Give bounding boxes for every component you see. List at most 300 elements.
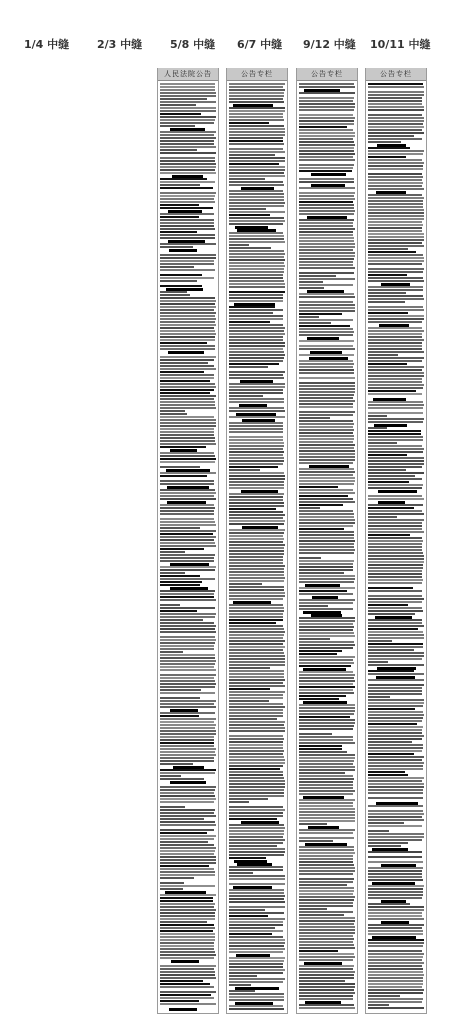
text-line xyxy=(160,392,210,394)
text-line xyxy=(160,560,214,562)
text-line xyxy=(299,968,353,970)
text-line xyxy=(299,86,355,88)
text-line xyxy=(299,366,353,368)
text-line xyxy=(368,702,424,704)
text-line xyxy=(368,257,424,259)
text-line xyxy=(299,319,353,321)
text-line xyxy=(368,805,423,807)
text-line xyxy=(160,416,214,418)
text-line xyxy=(160,628,215,630)
text-line xyxy=(229,128,285,130)
text-line xyxy=(368,407,423,409)
text-line xyxy=(160,410,185,412)
text-line xyxy=(229,181,283,183)
text-line xyxy=(229,309,283,311)
text-line xyxy=(299,385,355,387)
gutter-label-2-3: 2/3 中缝 xyxy=(97,38,143,51)
text-line xyxy=(160,492,216,494)
text-line xyxy=(368,415,387,417)
text-line xyxy=(368,427,387,429)
text-line xyxy=(368,903,410,905)
text-line xyxy=(160,607,215,609)
text-line xyxy=(368,894,423,896)
gutter-label-1-4: 1/4 中缝 xyxy=(24,38,70,51)
text-line xyxy=(229,771,283,773)
text-line xyxy=(229,466,278,468)
text-line xyxy=(299,135,355,137)
text-line xyxy=(229,484,284,486)
text-line xyxy=(368,786,424,788)
text-line xyxy=(229,277,283,279)
text-line xyxy=(160,371,204,373)
text-line xyxy=(229,836,283,838)
text-line xyxy=(169,249,197,252)
text-line xyxy=(299,210,355,212)
text-line xyxy=(368,109,424,111)
text-line xyxy=(229,98,283,100)
text-line xyxy=(229,957,285,959)
text-line xyxy=(160,419,216,421)
text-line xyxy=(229,318,283,320)
text-line xyxy=(229,945,284,947)
text-line xyxy=(299,623,353,625)
text-line xyxy=(160,742,214,744)
text-line xyxy=(299,710,355,712)
text-line xyxy=(229,274,283,276)
text-line xyxy=(160,569,215,571)
text-line xyxy=(299,109,354,111)
text-line xyxy=(368,774,408,776)
text-line xyxy=(160,677,214,679)
text-line xyxy=(160,986,214,988)
text-line xyxy=(229,95,284,97)
text-line xyxy=(160,437,215,439)
text-line xyxy=(229,595,285,597)
text-line xyxy=(160,413,187,415)
text-line xyxy=(368,472,424,474)
text-line xyxy=(299,354,354,356)
text-line xyxy=(368,466,422,468)
text-line xyxy=(160,260,214,262)
text-line xyxy=(299,716,350,718)
text-line xyxy=(299,917,355,919)
text-line xyxy=(368,582,422,584)
text-line xyxy=(299,531,354,533)
text-line xyxy=(160,853,214,855)
text-line xyxy=(299,867,355,869)
text-line xyxy=(368,726,423,728)
text-line xyxy=(368,147,410,149)
text-line xyxy=(368,534,410,536)
text-line xyxy=(368,836,424,838)
text-line xyxy=(229,640,285,642)
text-line xyxy=(299,138,353,140)
text-line xyxy=(299,926,355,928)
text-line xyxy=(368,354,398,356)
text-line xyxy=(229,915,268,917)
text-line xyxy=(368,720,422,722)
text-line xyxy=(160,862,216,864)
text-line xyxy=(160,581,202,583)
text-line xyxy=(299,150,354,152)
text-line xyxy=(368,888,423,890)
text-line xyxy=(160,613,216,615)
text-line xyxy=(160,739,214,741)
text-line xyxy=(299,394,354,396)
text-line xyxy=(299,832,353,834)
text-line xyxy=(368,478,422,480)
text-line xyxy=(229,238,284,240)
text-line xyxy=(229,184,284,186)
text-line xyxy=(160,715,199,717)
text-line xyxy=(299,552,354,554)
text-line xyxy=(299,557,321,559)
text-line xyxy=(368,708,415,710)
text-line xyxy=(368,185,422,187)
text-line xyxy=(299,164,354,166)
text-line xyxy=(299,781,353,783)
text-line xyxy=(229,848,285,850)
text-line xyxy=(368,643,423,645)
text-line xyxy=(160,263,214,265)
text-line xyxy=(368,203,423,205)
text-line xyxy=(299,516,354,518)
text-line xyxy=(368,436,423,438)
text-line xyxy=(229,422,283,424)
text-line xyxy=(229,366,268,368)
text-line xyxy=(229,92,284,94)
text-line xyxy=(368,460,424,462)
text-line xyxy=(299,599,355,601)
text-line xyxy=(160,636,215,638)
text-line xyxy=(368,345,422,347)
text-line xyxy=(160,980,203,982)
text-line xyxy=(229,241,285,243)
text-line xyxy=(299,593,353,595)
text-line xyxy=(299,778,354,780)
text-line xyxy=(299,510,353,512)
text-line xyxy=(160,604,180,606)
text-line xyxy=(368,348,422,350)
text-line xyxy=(160,89,215,91)
text-line xyxy=(299,240,354,242)
text-line xyxy=(229,673,284,675)
text-line xyxy=(229,768,280,770)
text-line xyxy=(299,644,355,646)
text-line xyxy=(160,821,215,823)
text-line xyxy=(160,495,214,497)
text-line xyxy=(160,300,216,302)
text-line xyxy=(229,798,268,800)
text-line xyxy=(299,222,353,224)
text-line xyxy=(299,769,355,771)
text-line xyxy=(160,683,216,685)
text-line xyxy=(229,469,260,471)
text-line xyxy=(299,873,353,875)
text-line xyxy=(229,762,285,764)
text-line xyxy=(368,271,423,273)
text-line xyxy=(229,875,285,877)
text-line xyxy=(368,797,423,799)
text-line xyxy=(229,786,285,788)
text-line xyxy=(368,897,422,899)
text-line xyxy=(368,315,424,317)
text-line xyxy=(299,444,355,446)
text-line xyxy=(229,691,285,693)
text-line xyxy=(229,300,283,302)
text-line xyxy=(368,245,424,247)
text-line xyxy=(368,861,423,863)
text-line xyxy=(299,92,355,94)
column-title: 公告专栏 xyxy=(366,68,426,81)
text-line xyxy=(299,391,355,393)
text-line xyxy=(160,584,200,586)
text-line xyxy=(229,676,284,678)
text-line xyxy=(299,947,355,949)
text-line xyxy=(229,750,284,752)
text-line xyxy=(299,653,337,655)
text-line xyxy=(368,504,423,506)
text-line xyxy=(299,763,353,765)
text-line xyxy=(368,516,397,518)
text-line xyxy=(160,228,215,230)
text-line xyxy=(160,1000,199,1002)
text-line xyxy=(299,144,355,146)
text-line xyxy=(368,912,422,914)
text-line xyxy=(299,281,323,283)
text-line xyxy=(368,351,424,353)
text-line xyxy=(229,780,285,782)
text-line xyxy=(160,368,216,370)
text-line xyxy=(368,735,424,737)
text-line xyxy=(368,132,424,134)
text-line xyxy=(160,472,216,474)
text-line xyxy=(229,175,285,177)
text-line xyxy=(229,223,283,225)
text-line xyxy=(368,658,422,660)
text-line xyxy=(229,951,283,953)
text-line xyxy=(368,260,424,262)
text-line xyxy=(229,658,285,660)
text-line xyxy=(160,721,214,723)
text-line xyxy=(368,625,424,627)
text-line xyxy=(160,530,216,532)
text-line xyxy=(368,194,422,196)
text-line xyxy=(229,738,284,740)
text-line xyxy=(229,487,284,489)
text-line xyxy=(368,384,424,386)
text-line xyxy=(299,1004,354,1006)
text-line xyxy=(160,219,214,221)
text-line xyxy=(229,571,284,573)
text-line xyxy=(299,414,353,416)
text-line xyxy=(160,625,216,627)
text-line xyxy=(368,263,422,265)
text-line xyxy=(368,968,423,970)
text-line xyxy=(229,386,285,388)
text-line xyxy=(229,401,284,403)
text-line xyxy=(299,546,354,548)
text-line xyxy=(368,555,424,557)
text-line xyxy=(299,998,353,1000)
text-line xyxy=(229,978,285,980)
text-line xyxy=(368,543,422,545)
text-line xyxy=(229,460,284,462)
text-line xyxy=(299,680,355,682)
text-line xyxy=(368,404,424,406)
text-line xyxy=(368,729,422,731)
text-line xyxy=(229,508,276,510)
text-line xyxy=(229,113,283,115)
text-line xyxy=(160,712,215,714)
text-line xyxy=(160,404,215,406)
text-line xyxy=(299,852,355,854)
text-line xyxy=(299,811,355,813)
text-line xyxy=(160,339,215,341)
text-line xyxy=(160,760,214,762)
text-line xyxy=(229,759,285,761)
text-line xyxy=(229,463,283,465)
text-line xyxy=(160,789,215,791)
text-line xyxy=(299,754,355,756)
text-line xyxy=(299,304,355,306)
text-line xyxy=(368,687,422,689)
text-line xyxy=(160,101,216,103)
text-line xyxy=(299,563,353,565)
text-line xyxy=(368,298,424,300)
text-line xyxy=(368,306,423,308)
text-line xyxy=(229,795,284,797)
text-line xyxy=(229,547,284,549)
text-line xyxy=(368,679,424,681)
text-line xyxy=(299,602,353,604)
notice-column-5-8 xyxy=(157,68,219,1014)
text-line xyxy=(299,941,353,943)
text-line xyxy=(368,673,424,675)
text-line xyxy=(229,493,284,495)
text-line xyxy=(299,814,355,816)
text-line xyxy=(368,381,422,383)
text-line xyxy=(229,709,283,711)
text-line xyxy=(299,167,353,169)
text-line xyxy=(160,745,214,747)
text-line xyxy=(299,572,344,574)
text-line xyxy=(368,522,422,524)
text-line xyxy=(229,154,275,156)
text-line xyxy=(299,953,354,955)
gutter-label-9-12: 9/12 中缝 xyxy=(303,38,356,51)
text-line xyxy=(160,754,216,756)
text-line xyxy=(368,856,422,858)
text-line xyxy=(299,846,354,848)
text-line xyxy=(160,303,215,305)
text-line xyxy=(368,711,423,713)
text-line xyxy=(299,855,353,857)
text-line xyxy=(368,640,392,642)
text-line xyxy=(299,159,355,161)
text-line xyxy=(160,277,214,279)
text-line xyxy=(229,327,285,329)
text-line xyxy=(160,401,215,403)
text-line xyxy=(368,227,422,229)
text-line xyxy=(299,878,354,880)
text-line xyxy=(299,662,354,664)
text-line xyxy=(160,146,216,148)
text-line xyxy=(299,504,343,506)
text-line xyxy=(160,772,215,774)
text-line xyxy=(160,184,200,186)
text-line xyxy=(229,220,285,222)
text-line xyxy=(229,969,285,971)
text-line xyxy=(299,453,355,455)
text-line xyxy=(160,657,215,659)
text-line xyxy=(299,519,355,521)
text-line xyxy=(229,682,283,684)
text-line xyxy=(368,418,424,420)
text-line xyxy=(160,216,199,218)
text-line xyxy=(229,256,284,258)
text-line xyxy=(160,160,215,162)
text-line xyxy=(299,861,353,863)
text-line xyxy=(368,950,422,952)
text-line xyxy=(160,398,214,400)
text-line xyxy=(368,819,424,821)
text-line xyxy=(229,981,283,983)
text-line xyxy=(368,448,424,450)
text-line xyxy=(299,495,348,497)
text-line xyxy=(229,724,284,726)
text-line xyxy=(368,301,405,303)
text-line xyxy=(160,461,215,463)
text-line xyxy=(299,114,353,116)
text-line xyxy=(229,342,285,344)
text-line xyxy=(368,138,422,140)
text-line xyxy=(229,688,270,690)
text-line xyxy=(160,645,214,647)
text-line xyxy=(299,983,355,985)
text-line xyxy=(368,469,406,471)
text-line xyxy=(160,157,215,159)
text-line xyxy=(229,824,284,826)
text-line xyxy=(229,496,283,498)
text-line xyxy=(229,661,285,663)
text-line xyxy=(299,920,355,922)
text-line xyxy=(368,513,424,515)
text-line xyxy=(160,455,215,457)
text-line xyxy=(299,406,353,408)
text-line xyxy=(229,927,275,929)
text-line xyxy=(160,213,214,215)
text-line xyxy=(229,395,263,397)
text-line xyxy=(160,918,215,920)
text-line xyxy=(229,291,285,293)
text-line xyxy=(368,126,424,128)
text-line xyxy=(160,498,216,500)
text-line xyxy=(229,208,266,210)
text-line xyxy=(368,885,424,887)
text-line xyxy=(368,375,424,377)
text-line xyxy=(229,628,284,630)
text-line xyxy=(299,887,354,889)
text-line xyxy=(229,235,284,237)
text-line xyxy=(299,316,319,318)
text-line xyxy=(229,371,285,373)
text-line xyxy=(368,953,424,955)
text-line xyxy=(160,915,215,917)
text-line xyxy=(160,900,213,902)
text-line xyxy=(229,202,285,204)
text-line xyxy=(368,664,424,666)
